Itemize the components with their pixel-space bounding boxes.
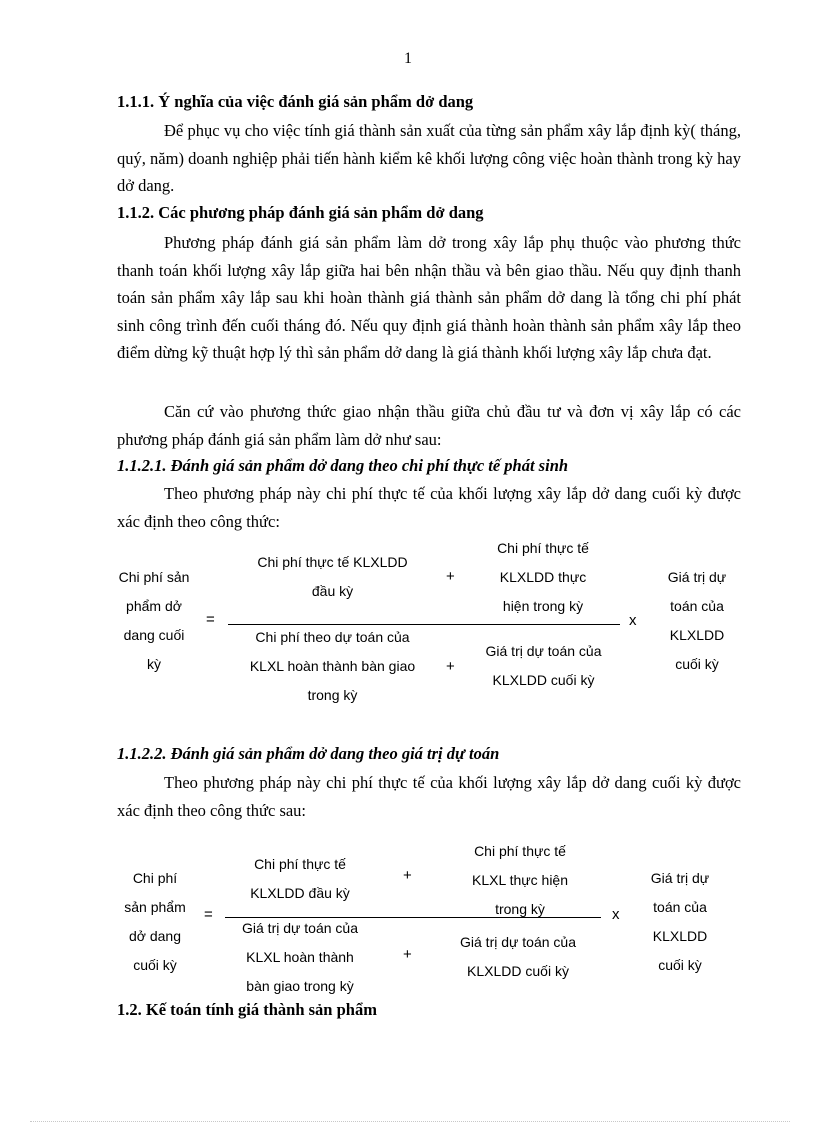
- formula1-rhs: Giá trị dự toán của KLXLDD cuối kỳ: [667, 569, 727, 672]
- formula1-numerator-a: Chi phí thực tế KLXLDD đầu kỳ: [257, 554, 408, 599]
- formula2-rhs: Giá trị dự toán của KLXLDD cuối kỳ: [650, 870, 710, 973]
- paragraph-actual-cost: Theo phương pháp này chi phí thực tế của khối lượng xây lắp dở dang cuối kỳ được xác định theo công thức:: [117, 484, 741, 531]
- formula2-numerator-plus: +: [403, 867, 412, 884]
- formula1-times: x: [629, 612, 637, 629]
- formula2-numerator-b: Chi phí thực tế KLXL thực hiện trong kỳ: [471, 843, 569, 917]
- formula2-equals: =: [204, 906, 213, 923]
- paragraph-methods: Phương pháp đánh giá sản phẩm làm dở trong xây lắp phụ thuộc vào phương thức thanh toán khối lượng xây lắp giữa hai bên nhận thầu và bên giao thầu. Nếu quy định thanh toán sản phẩm xây lắp sau khi hoàn thành giá thành sản phẩm dở dang là tổng chi phí phát sinh công trình đến cuối tháng đó. Nếu quy định giá thành hoàn thành sản phẩm xây lắp theo điểm dừng kỹ thuật hợp lý thì sản phẩm dở dang là giá thành khối lượng xây lắp chưa đạt.: [117, 233, 741, 362]
- heading-1-1-2-1: 1.1.2.1. Đánh giá sản phẩm dở dang theo chi phí thực tế phát sinh: [117, 456, 569, 475]
- formula2-times: x: [612, 906, 620, 923]
- formula1-denominator-b: Giá trị dự toán của KLXLDD cuối kỳ: [485, 643, 602, 688]
- formula2-denominator-plus: +: [403, 946, 412, 963]
- paragraph-purpose: Để phục vụ cho việc tính giá thành sản xuất của từng sản phẩm xây lắp định kỳ( tháng, quý, năm) doanh nghiệp phải tiến hành kiểm kê khối lượng công việc hoàn thành trong kỳ hay dở dang.: [117, 121, 741, 195]
- formula1-lhs: Chi phí sản phẩm dở dang cuối kỳ: [118, 569, 190, 672]
- page-bottom-divider: [30, 1121, 790, 1122]
- formula1-numerator-plus: +: [446, 568, 455, 585]
- formula1-denominator-plus: +: [446, 658, 455, 675]
- formula1-denominator-a: Chi phí theo dự toán của KLXL hoàn thành bàn giao trong kỳ: [249, 629, 416, 703]
- heading-1-2: 1.2. Kế toán tính giá thành sản phẩm: [117, 1000, 377, 1019]
- formula1-equals: =: [206, 611, 215, 628]
- formula2-numerator-a: Chi phí thực tế KLXLDD đầu kỳ: [250, 856, 350, 901]
- heading-1-1-1: 1.1.1. Ý nghĩa của việc đánh giá sản phẩm dở dang: [117, 92, 474, 111]
- heading-1-1-2-2: 1.1.2.2. Đánh giá sản phẩm dở dang theo giá trị dự toán: [117, 744, 500, 763]
- formula2-denominator-b: Giá trị dự toán của KLXLDD cuối kỳ: [460, 934, 576, 979]
- paragraph-estimate-value: Theo phương pháp này chi phí thực tế của khối lượng xây lắp dở dang cuối kỳ được xác định theo công thức sau:: [117, 773, 741, 820]
- heading-1-1-2: 1.1.2. Các phương pháp đánh giá sản phẩm dở dang: [117, 203, 484, 222]
- formula2-denominator-a: Giá trị dự toán của KLXL hoàn thành bàn giao trong kỳ: [242, 920, 358, 994]
- formula1-numerator-b: Chi phí thực tế KLXLDD thực hiện trong kỳ: [497, 540, 589, 614]
- page-number: 1: [404, 50, 412, 67]
- paragraph-basis: Căn cứ vào phương thức giao nhận thầu giữa chủ đầu tư và đơn vị xây lắp có các phương pháp đánh giá sản phẩm làm dở như sau:: [117, 402, 741, 449]
- formula2-lhs: Chi phí sản phẩm dở dang cuối kỳ: [124, 870, 186, 973]
